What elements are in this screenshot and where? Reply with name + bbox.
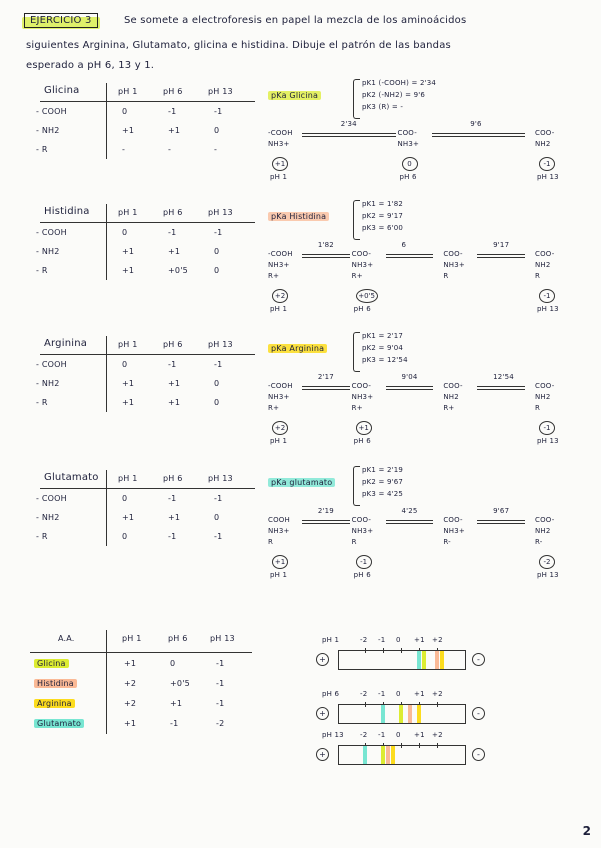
charge-cell: +1 <box>168 379 181 388</box>
pk-arrow-label: 6 <box>401 241 407 249</box>
ph-header: pH 13 <box>208 340 233 349</box>
scale-tick <box>419 743 420 748</box>
net-charge-circle: +1 <box>356 421 372 435</box>
strip-ph-label: pH 6 <box>322 690 340 698</box>
species-line: NH3+ <box>443 527 465 535</box>
band-histidina <box>435 651 439 669</box>
group-label: - NH2 <box>36 379 60 388</box>
species-line: NH3+ <box>351 393 374 401</box>
pk-arrow-label: 2'34 <box>340 120 357 128</box>
charge-cell: 0 <box>214 126 220 135</box>
ph-label: pH 6 <box>353 437 371 445</box>
group-label: - COOH <box>36 228 67 237</box>
exercise-title: EJERCICIO 3 <box>24 13 98 28</box>
pka-value: pK3 = 4'25 <box>362 490 404 498</box>
charge-cell: -1 <box>168 494 177 503</box>
summary-aa-name: Arginina <box>34 699 75 708</box>
ph-header: pH 13 <box>208 87 233 96</box>
scale-tick <box>365 702 366 707</box>
ph-label: pH 6 <box>399 173 417 181</box>
charge-cell: 0 <box>122 532 128 541</box>
group-label: - NH2 <box>36 247 60 256</box>
ph-header: pH 13 <box>208 474 233 483</box>
species-line: R <box>535 272 541 280</box>
pka-label <box>268 212 329 221</box>
ph-header: pH 1 <box>118 208 138 217</box>
pka-label <box>268 478 335 487</box>
charge-cell: +1 <box>122 266 135 275</box>
charge-cell: +1 <box>168 126 181 135</box>
pk-arrow-label: 4'25 <box>401 507 418 515</box>
charge-cell: 0 <box>122 107 128 116</box>
net-charge-circle: +2 <box>272 289 288 303</box>
charge-cell: -1 <box>168 228 177 237</box>
net-charge-circle: 0 <box>402 157 418 171</box>
ph-label: pH 1 <box>270 173 288 181</box>
charge-cell: 0 <box>122 228 128 237</box>
ph-label: pH 6 <box>353 571 371 579</box>
pka-value: pK3 = 12'54 <box>362 356 408 364</box>
charge-cell: - <box>168 145 172 154</box>
species-line: -COOH <box>268 129 293 137</box>
species-line: COO- <box>535 516 555 524</box>
summary-cell: -1 <box>216 679 225 688</box>
strip-ph-label: pH 1 <box>322 636 340 644</box>
anode-symbol: + <box>316 707 329 720</box>
summary-aa-name: Glicina <box>34 659 69 668</box>
scale-label: -2 <box>360 636 368 644</box>
summary-aa <box>34 679 77 688</box>
group-label: - NH2 <box>36 126 60 135</box>
species-line: COOH <box>268 516 290 524</box>
cathode-symbol: - <box>472 707 485 720</box>
species-line: R+ <box>268 272 280 280</box>
pka-brace <box>353 332 360 372</box>
group-label: - R <box>36 145 48 154</box>
species-line: COO- <box>535 129 555 137</box>
charge-cell: 0 <box>214 266 220 275</box>
ph-header: pH 13 <box>208 208 233 217</box>
band-glutamato <box>381 705 385 723</box>
equilibrium-arrow <box>302 519 350 525</box>
pk-arrow-label: 12'54 <box>493 373 514 381</box>
species-line: COO- <box>443 382 463 390</box>
strip-ph-label: pH 13 <box>322 731 344 739</box>
table-divider <box>106 204 107 280</box>
scale-label: +1 <box>414 731 425 739</box>
net-charge-circle: +1 <box>272 555 288 569</box>
ph-label: pH 13 <box>537 173 559 181</box>
pka-brace <box>353 200 360 240</box>
anode-symbol: + <box>316 748 329 761</box>
summary-header: A.A. <box>58 634 75 643</box>
species-line: R- <box>535 538 543 546</box>
charge-cell: +1 <box>168 247 181 256</box>
pka-value: pK3 = 6'00 <box>362 224 404 232</box>
species-line: R+ <box>268 404 280 412</box>
summary-cell: -2 <box>216 719 225 728</box>
pka-label-text: pKa Arginina <box>268 344 327 353</box>
species-line: NH3+ <box>397 140 420 148</box>
species-line: R- <box>443 538 451 546</box>
pk-arrow-label: 9'67 <box>493 507 510 515</box>
scale-label: +2 <box>432 636 443 644</box>
net-charge-circle: +0'5 <box>356 289 378 303</box>
species-line: NH2 <box>535 140 551 148</box>
scale-tick <box>401 743 402 748</box>
pka-value: pK2 = 9'17 <box>362 212 404 220</box>
species-line: NH3+ <box>268 261 290 269</box>
charge-cell: - <box>122 145 126 154</box>
ph-label: pH 13 <box>537 571 559 579</box>
pka-brace <box>353 79 360 119</box>
scale-tick <box>401 648 402 653</box>
pka-value: pK2 = 9'04 <box>362 344 404 352</box>
scale-tick <box>383 648 384 653</box>
group-label: - COOH <box>36 494 67 503</box>
summary-aa <box>34 659 69 668</box>
aa-table-name: Glutamato <box>44 472 99 483</box>
equilibrium-arrow <box>477 519 525 525</box>
pka-value: pK1 = 2'19 <box>362 466 404 474</box>
aa-table-name: Glicina <box>44 85 80 96</box>
summary-cell: +0'5 <box>170 679 190 688</box>
species-line: R+ <box>443 404 455 412</box>
scale-label: -2 <box>360 690 368 698</box>
species-line: NH3+ <box>351 261 374 269</box>
pka-value: pK1 = 2'17 <box>362 332 404 340</box>
pka-label <box>268 344 327 353</box>
table-rule <box>40 101 255 102</box>
pka-value: pK3 (R) = - <box>362 103 404 111</box>
scale-label: 0 <box>396 636 401 644</box>
species-line: NH2 <box>535 393 551 401</box>
group-label: - COOH <box>36 107 67 116</box>
equilibrium-arrow <box>386 519 434 525</box>
charge-cell: -1 <box>168 107 177 116</box>
summary-aa <box>34 699 75 708</box>
ph-label: pH 1 <box>270 305 288 313</box>
charge-cell: +1 <box>168 513 181 522</box>
group-label: - R <box>36 266 48 275</box>
charge-cell: -1 <box>214 360 223 369</box>
charge-cell: -1 <box>214 532 223 541</box>
net-charge-circle: +1 <box>272 157 288 171</box>
charge-cell: -1 <box>214 494 223 503</box>
summary-cell: +1 <box>124 719 137 728</box>
summary-cell: -1 <box>216 659 225 668</box>
species-line: NH3+ <box>268 140 290 148</box>
summary-divider <box>106 630 107 734</box>
charge-cell: -1 <box>214 107 223 116</box>
charge-cell: 0 <box>214 398 220 407</box>
charge-cell: 0 <box>214 379 220 388</box>
pk-arrow-label: 9'6 <box>470 120 482 128</box>
net-charge-circle: -2 <box>539 555 555 569</box>
species-line: NH3+ <box>268 527 290 535</box>
pk-arrow-label: 9'17 <box>493 241 510 249</box>
pk-arrow-label: 9'04 <box>401 373 418 381</box>
charge-cell: - <box>214 145 218 154</box>
pka-value: pK2 = 9'67 <box>362 478 404 486</box>
scale-tick <box>437 702 438 707</box>
summary-rule <box>30 652 252 653</box>
group-label: - COOH <box>36 360 67 369</box>
charge-cell: +1 <box>122 513 135 522</box>
species-line: COO- <box>351 516 372 524</box>
charge-cell: +0'5 <box>168 266 188 275</box>
scale-label: +2 <box>432 690 443 698</box>
scale-tick <box>365 648 366 653</box>
summary-cell: -1 <box>170 719 179 728</box>
aa-table-name: Arginina <box>44 338 88 349</box>
anode-symbol: + <box>316 653 329 666</box>
pka-label-text: pKa glutamato <box>268 478 335 487</box>
species-line: COO- <box>397 129 417 137</box>
species-line: NH2 <box>535 261 551 269</box>
statement-line-1: Se somete a electroforesis en papel la mezcla de los aminoácidos <box>124 15 467 26</box>
scale-label: -1 <box>378 731 386 739</box>
ph-header: pH 6 <box>163 340 183 349</box>
ph-header: pH 6 <box>163 87 183 96</box>
equilibrium-arrow <box>386 253 434 259</box>
charge-cell: 0 <box>122 360 128 369</box>
species-line: COO- <box>535 382 555 390</box>
species-line: -COOH <box>268 382 293 390</box>
summary-aa-name: Histidina <box>34 679 77 688</box>
species-line: NH3+ <box>268 393 290 401</box>
statement-line-2: siguientes Arginina, Glutamato, glicina e histidina. Dibuje el patrón de las bandas <box>26 40 451 51</box>
pka-value: pK1 (-COOH) = 2'34 <box>362 79 437 87</box>
charge-cell: 0 <box>214 247 220 256</box>
group-label: - NH2 <box>36 513 60 522</box>
species-line: R <box>535 404 541 412</box>
summary-cell: +2 <box>124 679 137 688</box>
species-line: NH2 <box>443 393 459 401</box>
page-number: 2 <box>582 824 591 838</box>
pka-brace <box>353 466 360 506</box>
charge-cell: -1 <box>214 228 223 237</box>
pk-arrow-label: 1'82 <box>317 241 334 249</box>
species-line: COO- <box>535 250 555 258</box>
table-divider <box>106 83 107 159</box>
summary-cell: -1 <box>216 699 225 708</box>
pka-value: pK1 = 1'82 <box>362 200 404 208</box>
band-glicina <box>399 705 403 723</box>
species-line: NH2 <box>535 527 551 535</box>
species-line: R+ <box>351 272 363 280</box>
summary-cell: +1 <box>124 659 137 668</box>
net-charge-circle: +2 <box>272 421 288 435</box>
scale-label: +1 <box>414 636 425 644</box>
species-line: R <box>268 538 274 546</box>
cathode-symbol: - <box>472 653 485 666</box>
charge-cell: -1 <box>168 532 177 541</box>
charge-cell: 0 <box>214 513 220 522</box>
net-charge-circle: -1 <box>539 157 555 171</box>
ph-header: pH 1 <box>118 87 138 96</box>
summary-aa-name: Glutamato <box>34 719 84 728</box>
summary-cell: 0 <box>170 659 176 668</box>
band-arginina <box>440 651 444 669</box>
scale-label: 0 <box>396 690 401 698</box>
table-rule <box>40 222 255 223</box>
ph-header: pH 1 <box>118 340 138 349</box>
equilibrium-arrow <box>302 253 350 259</box>
ph-label: pH 1 <box>270 571 288 579</box>
pka-label-text: pKa Histidina <box>268 212 329 221</box>
species-line: COO- <box>351 250 372 258</box>
group-label: - R <box>36 532 48 541</box>
summary-header: pH 13 <box>210 634 235 643</box>
summary-cell: +1 <box>170 699 183 708</box>
band-histidina <box>386 746 390 764</box>
cathode-symbol: - <box>472 748 485 761</box>
band-arginina <box>391 746 395 764</box>
electrophoresis-strip <box>338 745 466 765</box>
equilibrium-arrow <box>477 385 525 391</box>
summary-header: pH 1 <box>122 634 142 643</box>
electrophoresis-strip <box>338 704 466 724</box>
band-histidina <box>408 705 412 723</box>
species-line: -COOH <box>268 250 293 258</box>
charge-cell: +1 <box>122 398 135 407</box>
group-label: - R <box>36 398 48 407</box>
species-line: COO- <box>443 250 463 258</box>
equilibrium-arrow <box>477 253 525 259</box>
charge-cell: +1 <box>122 247 135 256</box>
table-rule <box>40 488 255 489</box>
table-rule <box>40 354 255 355</box>
scale-label: -1 <box>378 636 386 644</box>
equilibrium-arrow <box>432 132 526 138</box>
species-line: R <box>443 272 449 280</box>
scale-label: -1 <box>378 690 386 698</box>
scale-tick <box>437 743 438 748</box>
table-divider <box>106 336 107 412</box>
species-line: COO- <box>351 382 372 390</box>
species-line: R <box>351 538 357 546</box>
ph-header: pH 6 <box>163 474 183 483</box>
equilibrium-arrow <box>302 385 350 391</box>
equilibrium-arrow <box>386 385 434 391</box>
ph-label: pH 1 <box>270 437 288 445</box>
ph-header: pH 1 <box>118 474 138 483</box>
pk-arrow-label: 2'17 <box>317 373 334 381</box>
charge-cell: -1 <box>168 360 177 369</box>
pka-label <box>268 91 321 100</box>
band-glicina <box>381 746 385 764</box>
band-glutamato <box>417 651 421 669</box>
equilibrium-arrow <box>302 132 396 138</box>
band-arginina <box>417 705 421 723</box>
summary-aa <box>34 719 84 728</box>
summary-cell: +2 <box>124 699 137 708</box>
scale-label: 0 <box>396 731 401 739</box>
pka-label-text: pKa Glicina <box>268 91 321 100</box>
charge-cell: +1 <box>122 379 135 388</box>
ph-label: pH 13 <box>537 305 559 313</box>
net-charge-circle: -1 <box>356 555 372 569</box>
table-divider <box>106 470 107 546</box>
band-glicina <box>422 651 426 669</box>
net-charge-circle: -1 <box>539 289 555 303</box>
scale-label: +1 <box>414 690 425 698</box>
charge-cell: +1 <box>122 126 135 135</box>
net-charge-circle: -1 <box>539 421 555 435</box>
electrophoresis-strip <box>338 650 466 670</box>
pk-arrow-label: 2'19 <box>317 507 334 515</box>
ph-label: pH 13 <box>537 437 559 445</box>
aa-table-name: Histidina <box>44 206 90 217</box>
charge-cell: 0 <box>122 494 128 503</box>
species-line: NH3+ <box>443 261 465 269</box>
summary-header: pH 6 <box>168 634 188 643</box>
ph-label: pH 6 <box>353 305 371 313</box>
scale-label: +2 <box>432 731 443 739</box>
statement-line-3: esperado a pH 6, 13 y 1. <box>26 60 155 71</box>
species-line: R+ <box>351 404 363 412</box>
ph-header: pH 6 <box>163 208 183 217</box>
band-glutamato <box>363 746 367 764</box>
species-line: COO- <box>443 516 463 524</box>
charge-cell: +1 <box>168 398 181 407</box>
species-line: NH3+ <box>351 527 374 535</box>
scale-label: -2 <box>360 731 368 739</box>
pka-value: pK2 (-NH2) = 9'6 <box>362 91 426 99</box>
